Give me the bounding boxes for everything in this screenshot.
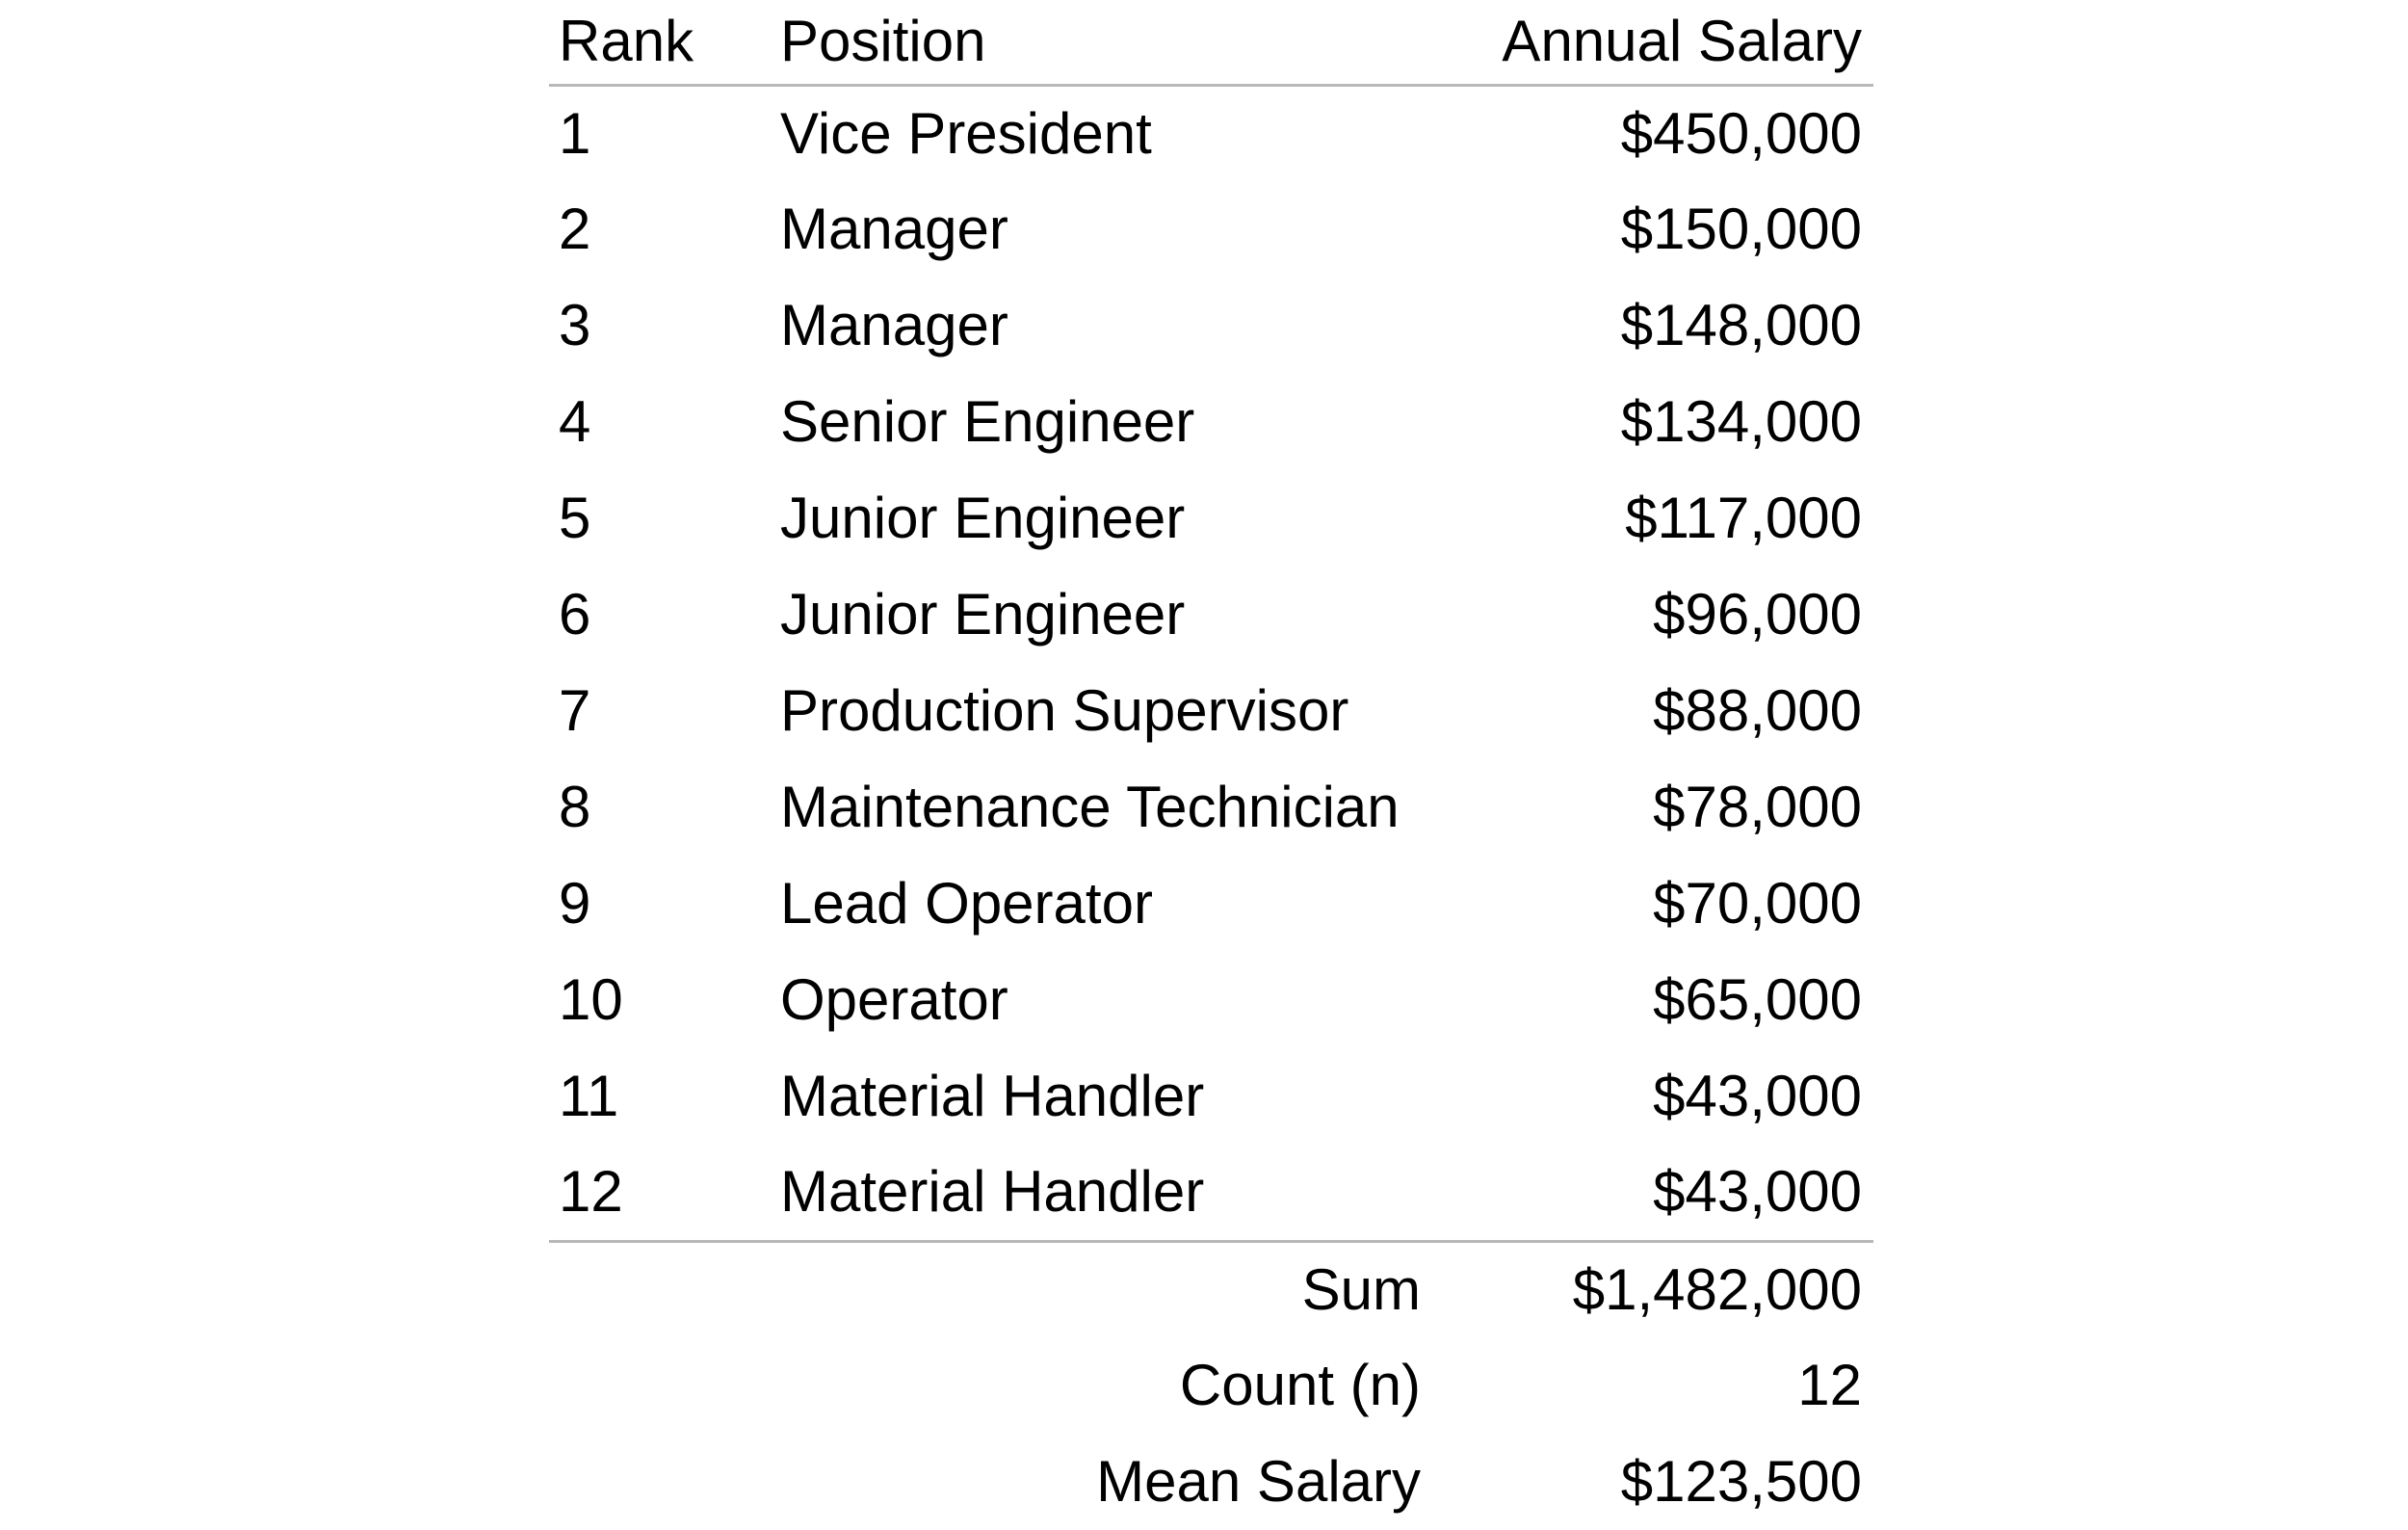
position-cell: Production Supervisor xyxy=(780,678,1349,743)
salary-cell: $43,000 xyxy=(1488,1145,1873,1241)
salary-cell: $148,000 xyxy=(1620,293,1862,357)
position-cell: Operator xyxy=(780,967,1008,1032)
table-row xyxy=(549,856,1873,952)
position-cell: Junior Engineer xyxy=(780,486,1186,550)
rank-cell: 9 xyxy=(559,871,591,936)
rank-cell: 12 xyxy=(549,1145,780,1241)
position-cell: Maintenance Technician xyxy=(780,775,1400,839)
rank-cell: 6 xyxy=(559,582,591,646)
salary-cell: $117,000 xyxy=(1625,486,1862,550)
rank-cell: 10 xyxy=(559,967,623,1032)
salary-cell: $70,000 xyxy=(1653,871,1862,936)
position-cell: Senior Engineer xyxy=(780,389,1195,454)
salary-cell: $150,000 xyxy=(1620,197,1862,261)
rank-cell: 7 xyxy=(559,678,591,743)
table-row xyxy=(549,277,1873,374)
rank-cell: 3 xyxy=(559,293,591,357)
summary-value: 12 xyxy=(1797,1353,1862,1417)
header-position: Position xyxy=(780,0,1488,85)
summary-value: $123,500 xyxy=(1620,1449,1862,1514)
summary-row-sum xyxy=(549,1241,1873,1337)
position-cell: Manager xyxy=(780,293,1008,357)
table-row xyxy=(549,1145,1873,1241)
rank-cell: 4 xyxy=(559,389,591,454)
salary-cell: $450,000 xyxy=(1620,100,1862,166)
header-row xyxy=(549,0,1873,85)
table-row xyxy=(549,663,1873,759)
rank-cell: 5 xyxy=(559,486,591,550)
table-row xyxy=(549,181,1873,277)
header-annual-salary: Annual Salary xyxy=(1488,0,1873,85)
table-header xyxy=(549,0,1873,85)
table-row xyxy=(549,85,1873,181)
salary-cell: $88,000 xyxy=(1653,678,1862,743)
position-cell: Manager xyxy=(780,197,1008,261)
salary-cell: $78,000 xyxy=(1653,775,1862,839)
salary-cell: $134,000 xyxy=(1620,389,1862,454)
summary-label: Count (n) xyxy=(1179,1353,1421,1417)
table-row xyxy=(549,952,1873,1048)
table-body xyxy=(549,85,1873,1241)
position-cell: Vice President xyxy=(780,100,1152,166)
rank-cell: 2 xyxy=(559,197,591,261)
table-row xyxy=(549,567,1873,663)
summary-row-mean xyxy=(549,1434,1873,1530)
rank-cell: 11 xyxy=(559,1064,619,1128)
summary-section xyxy=(549,1241,1873,1530)
salary-table xyxy=(549,0,1873,1530)
table-row xyxy=(549,1048,1873,1145)
summary-row-count xyxy=(549,1337,1873,1434)
table-row xyxy=(549,374,1873,470)
header-rank: Rank xyxy=(549,0,780,85)
position-cell: Junior Engineer xyxy=(780,582,1186,646)
summary-label: Sum xyxy=(1301,1256,1421,1322)
position-cell: Lead Operator xyxy=(780,871,1153,936)
table-row xyxy=(549,470,1873,567)
salary-cell: $96,000 xyxy=(1653,582,1862,646)
position-cell: Material Handler xyxy=(780,1064,1205,1128)
table-row xyxy=(549,759,1873,856)
rank-cell: 8 xyxy=(559,775,591,839)
salary-cell: $65,000 xyxy=(1653,967,1862,1032)
rank-cell: 1 xyxy=(559,100,591,166)
salary-cell: $43,000 xyxy=(1653,1064,1862,1128)
summary-label: Mean Salary xyxy=(1096,1449,1421,1514)
position-cell: Material Handler xyxy=(780,1145,1488,1241)
summary-value: $1,482,000 xyxy=(1572,1256,1862,1322)
